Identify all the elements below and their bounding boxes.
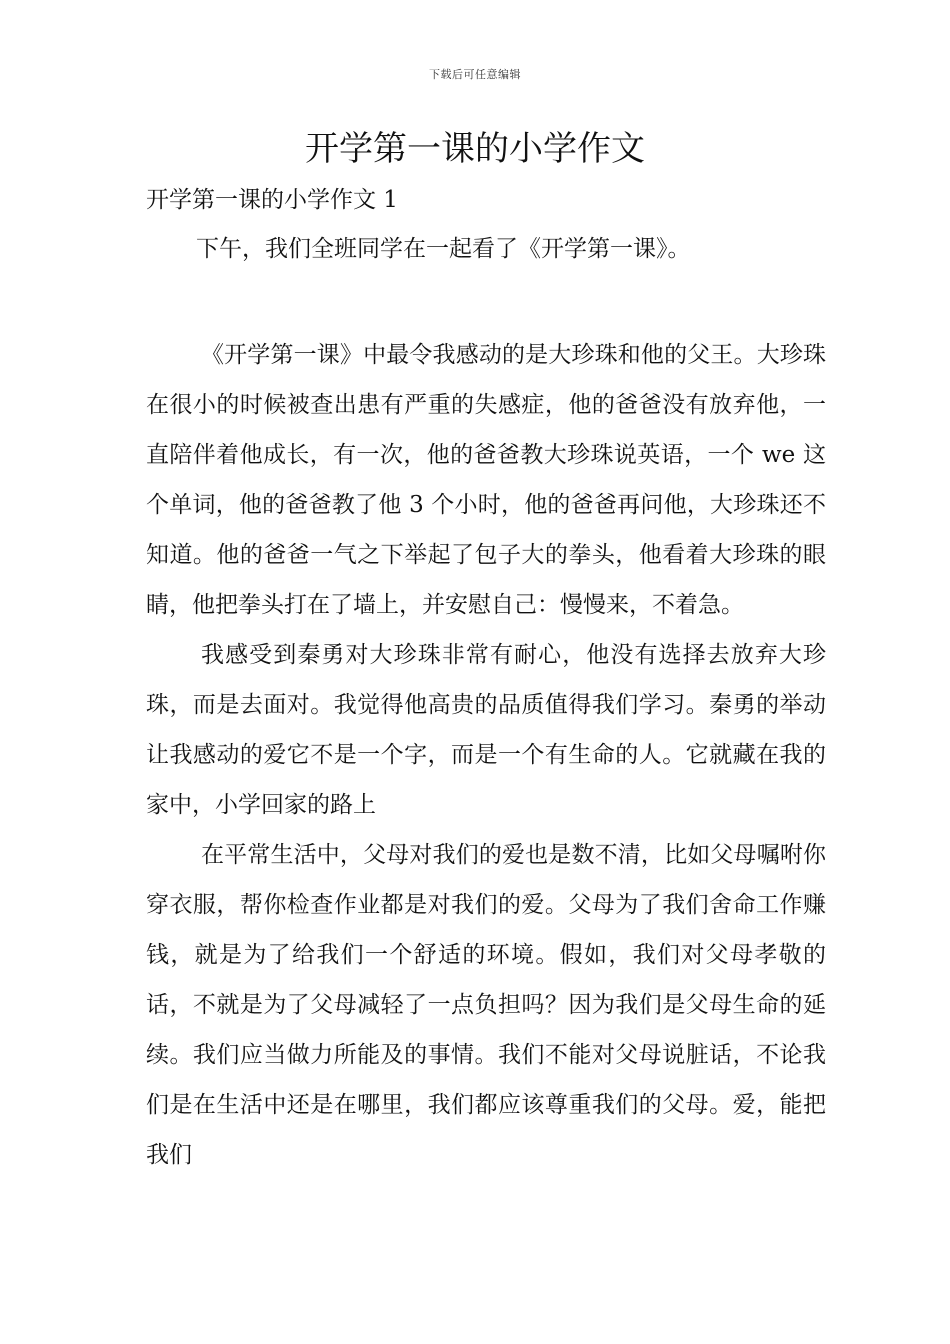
paragraph: 《开学第一课》中最令我感动的是大珍珠和他的父王。大珍珠在很小的时候被查出患有严重的失感症，他的爸爸没有放弃他，一直陪伴着他成长，有一次，他的爸爸教大珍珠说英语，一个 we 这个单词，他的爸爸教了他 3 个小时，他的爸爸再问他，大珍珠还不知道。他的爸爸一气之下举起了包子大的拳头，他看着大珍珠的眼睛，他把拳头打在了墙上，并安慰自己：慢慢来，不着急。: [146, 342, 826, 618]
essay-body: [146, 330, 826, 1180]
header-note: 下载后可任意编辑: [429, 68, 521, 81]
essay-subtitle: 开学第一课的小学作文 1: [146, 187, 398, 213]
document-title: 开学第一课的小学作文: [305, 129, 645, 169]
paragraph: 我感受到秦勇对大珍珠非常有耐心，他没有选择去放弃大珍珠，而是去面对。我觉得他高贵的品质值得我们学习。秦勇的举动让我感动的爱它不是一个字，而是一个有生命的人。它就藏在我的家中，小学回家的路上: [146, 642, 826, 818]
paragraph: 在平常生活中，父母对我们的爱也是数不清，比如父母嘱咐你穿衣服，帮你检查作业都是对我们的爱。父母为了我们舍命工作赚钱，就是为了给我们一个舒适的环境。假如，我们对父母孝敬的话，不就是为了父母减轻了一点负担吗？因为我们是父母生命的延续。我们应当做力所能及的事情。我们不能对父母说脏话，不论我们是在生活中还是在哪里，我们都应该尊重我们的父母。爱，能把我们: [146, 842, 826, 1168]
paragraph-intro: 下午，我们全班同学在一起看了《开学第一课》。: [196, 236, 691, 262]
